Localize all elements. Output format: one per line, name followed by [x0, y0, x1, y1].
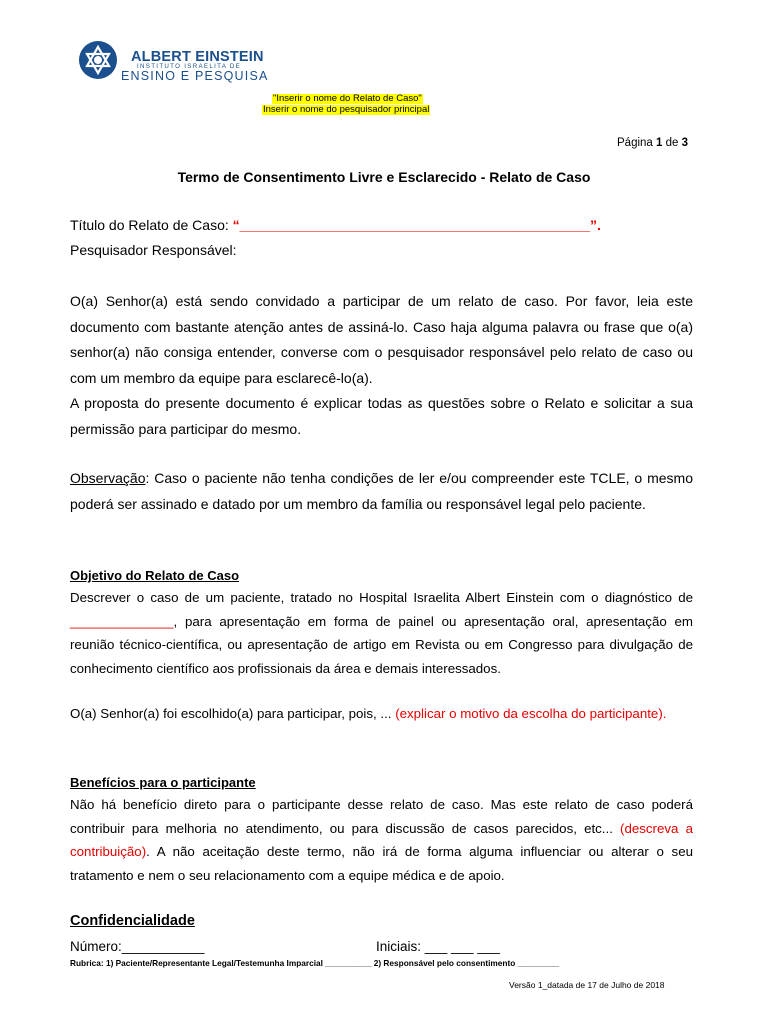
numero-field: Número:___________ [70, 939, 205, 954]
observation-text: : Caso o paciente não tenha condições de ler e/ou compreender este TCLE, o mesmo poderá ser assinado e datado por um membro da família ou responsável legal pelo paciente. [70, 470, 693, 512]
benefits-paragraph [70, 793, 693, 887]
observation-paragraph [70, 466, 693, 517]
case-title-blank: “_____________________________________________”. [232, 217, 601, 233]
objective-text-1: Descrever o caso de um paciente, tratado no Hospital Israelita Albert Einstein com o diagnóstico de [70, 590, 693, 605]
benefits-text-1: Não há benefício direto para o participante desse relato de caso. Mas este relato de caso poderá contribuir para melhoria no atendimento, ou para discussão de casos parecidos, etc... [70, 797, 693, 836]
page-sep: de [665, 137, 679, 149]
confidentiality-heading: Confidencialidade [70, 913, 195, 929]
researcher-placeholder: Inserir o nome do pesquisador principal [263, 104, 430, 115]
researcher-label: Pesquisador Responsável: [70, 242, 237, 258]
albert-einstein-logo-icon [78, 40, 118, 80]
page-prefix: Página [617, 137, 653, 149]
benefits-heading: Benefícios para o participante [70, 775, 256, 790]
logo-institute: INSTITUTO ISRAELITA DE [137, 63, 242, 70]
chosen-text: O(a) Senhor(a) foi escolhido(a) para participar, pois, ... [70, 706, 396, 721]
benefits-text-2: . A não aceitação deste termo, não irá de forma alguma influenciar ou alterar o seu tratamento e nem o seu relacionamento com a equipe médica e de apoio. [70, 844, 693, 883]
case-title-line [70, 217, 601, 233]
diagnosis-blank: ______________ [70, 613, 174, 629]
logo-teaching: ENSINO E PESQUISA [121, 69, 269, 83]
chosen-paragraph [70, 702, 693, 726]
chosen-reason: (explicar o motivo da escolha do participante). [395, 706, 667, 721]
page-total: 3 [681, 137, 689, 149]
objective-paragraph [70, 586, 693, 680]
case-name-placeholder: "Inserir o nome do Relato de Caso" [273, 93, 422, 104]
benefits-contribution: (descreva a contribuição) [70, 820, 693, 859]
observation-label: Observação [70, 470, 146, 486]
intro-paragraph-2: A proposta do presente documento é explicar todas as questões sobre o Relato e solicitar a sua permissão para participar do mesmo. [70, 395, 693, 437]
intro-paragraph-1: O(a) Senhor(a) está sendo convidado a participar de um relato de caso. Por favor, leia este documento com bastante atenção antes de assiná-lo. Caso haja alguma palavra ou frase que o(a) senhor(a) não consiga entender, converse com o pesquisador responsável pelo relato de caso ou com um membro da equipe para esclarecê-lo(a). [70, 293, 693, 386]
objective-text-2: , para apresentação em forma de painel ou apresentação oral, apresentação em reunião técnico-científica, ou apresentação de artigo em Revista ou em Congresso para divulgação de conhecimento científico aos profissionais da área e demais interessados. [70, 613, 693, 676]
document-title: Termo de Consentimento Livre e Esclarecido - Relato de Caso [177, 169, 591, 185]
objective-heading: Objetivo do Relato de Caso [70, 568, 240, 583]
logo-name: ALBERT EINSTEIN [131, 49, 264, 65]
page-current: 1 [656, 137, 663, 149]
intro-section [70, 289, 693, 442]
version-footer: Versão 1_datada de 17 de Julho de 2018 [509, 980, 665, 990]
case-title-label: Título do Relato de Caso: [70, 217, 229, 233]
rubrica-line: Rubrica: 1) Paciente/Representante Legal/Testemunha Imparcial __________ 2) Responsável pelo consentimento _________ [70, 958, 560, 968]
page-number [617, 137, 688, 149]
iniciais-field: Iniciais: ___ ___ ___ [376, 939, 500, 954]
